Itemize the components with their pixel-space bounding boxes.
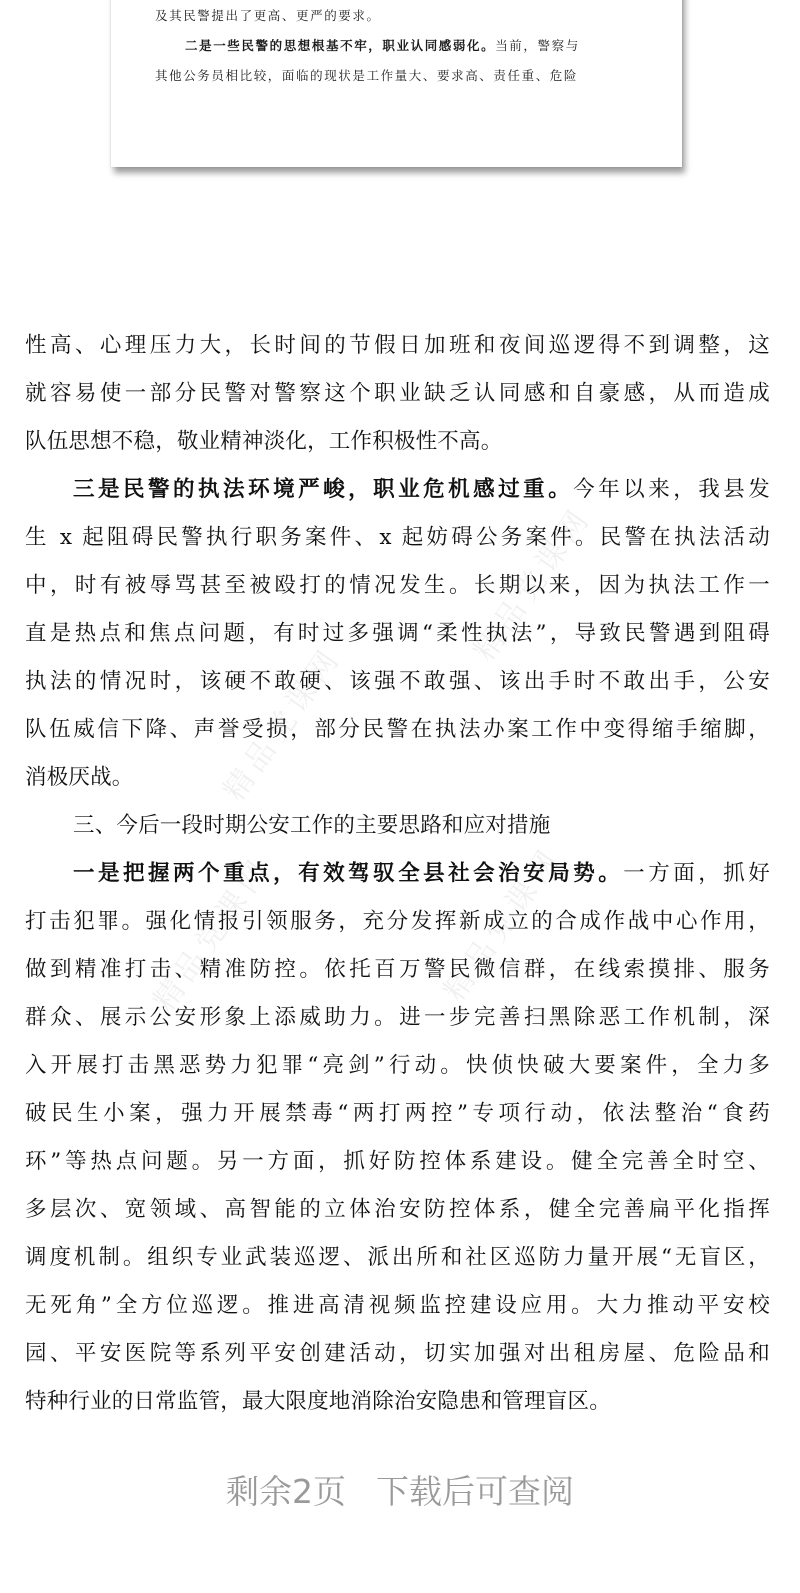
text-line xyxy=(25,850,770,898)
text-span: 一方面，抓好 xyxy=(623,861,771,886)
text-line: 消极厌战。 xyxy=(25,765,134,790)
text-line: 打击犯罪。强化情报引领服务，充分发挥新成立的合成作战中心作用， xyxy=(25,909,770,934)
card-text-line: 其他公务员相比较，面临的现状是工作量大、要求高、责任重、危险 xyxy=(155,68,579,83)
card-text-line: 及其民警提出了更高、更严的要求。 xyxy=(155,8,381,23)
text-line: 入开展打击黑恶势力犯罪“亮剑”行动。快侦快破大要案件，全力多 xyxy=(25,1053,770,1078)
bold-heading: 三是民警的执法环境严峻，职业危机感过重。 xyxy=(73,477,574,502)
watermark: 精品党课网 xyxy=(216,640,349,808)
text-line: 环”等热点问题。另一方面，抓好防控体系建设。健全完善全时空、 xyxy=(25,1149,770,1174)
section-heading: 三、今后一段时期公安工作的主要思路和应对措施 xyxy=(73,813,551,838)
text-line: 就容易使一部分民警对警察这个职业缺乏认同感和自豪感，从而造成 xyxy=(25,381,770,406)
text-line: 中，时有被辱骂甚至被殴打的情况发生。长期以来，因为执法工作一 xyxy=(25,573,770,598)
watermark: 精品党课网 xyxy=(146,850,279,1018)
text-span: 今年以来，我县发 xyxy=(573,477,770,502)
download-to-view-label[interactable]: 下载后可查阅 xyxy=(376,1472,574,1511)
page-preview-card xyxy=(111,0,682,167)
text-line: 群众、展示公安形象上添威助力。进一步完善扫黑除恶工作机制，深 xyxy=(25,1005,770,1030)
watermark: 精品党课网 xyxy=(466,500,599,668)
text-line: 多层次、宽领域、高智能的立体治安防控体系，健全完善扁平化指挥 xyxy=(25,1197,770,1222)
text-line: 生 x 起阻碍民警执行职务案件、x 起妨碍公务案件。民警在执法活动 xyxy=(25,525,770,550)
text-line: 调度机制。组织专业武装巡逻、派出所和社区巡防力量开展“无盲区， xyxy=(25,1245,770,1270)
text-line: 特种行业的日常监管，最大限度地消除治安隐患和管理盲区。 xyxy=(25,1389,611,1414)
card-text-line xyxy=(185,36,580,54)
document-body xyxy=(25,322,770,1426)
download-prompt[interactable] xyxy=(0,1466,800,1513)
text-line: 队伍思想不稳，敬业精神淡化，工作积极性不高。 xyxy=(25,429,503,454)
text-line: 做到精准打击、精准防控。依托百万警民微信群，在线索摸排、服务 xyxy=(25,957,770,982)
watermark: 精品党课网 xyxy=(436,840,569,1008)
text-line: 无死角”全方位巡逻。推进高清视频监控建设应用。大力推动平安校 xyxy=(25,1293,770,1318)
text-line: 执法的情况时，该硬不敢硬、该强不敢强、该出手时不敢出手，公安 xyxy=(25,669,770,694)
text-line: 性高、心理压力大，长时间的节假日加班和夜间巡逻得不到调整，这 xyxy=(25,333,770,358)
text-line: 园、平安医院等系列平安创建活动，切实加强对出租房屋、危险品和 xyxy=(25,1341,770,1366)
card-bold-heading: 二是一些民警的思想根基不牢，职业认同感弱化。 xyxy=(185,38,496,53)
card-text-span: 当前，警察与 xyxy=(495,38,580,53)
bold-heading: 一是把握两个重点，有效驾驭全县社会治安局势。 xyxy=(73,861,624,886)
text-line xyxy=(25,466,770,514)
text-line: 破民生小案，强力开展禁毒“两打两控”专项行动，依法整治“食药 xyxy=(25,1101,770,1126)
remaining-pages-label: 剩余2页 xyxy=(226,1472,346,1511)
text-line: 直是热点和焦点问题，有时过多强调“柔性执法”，导致民警遇到阻碍 xyxy=(25,621,770,646)
text-line: 队伍威信下降、声誉受损，部分民警在执法办案工作中变得缩手缩脚， xyxy=(25,717,770,742)
